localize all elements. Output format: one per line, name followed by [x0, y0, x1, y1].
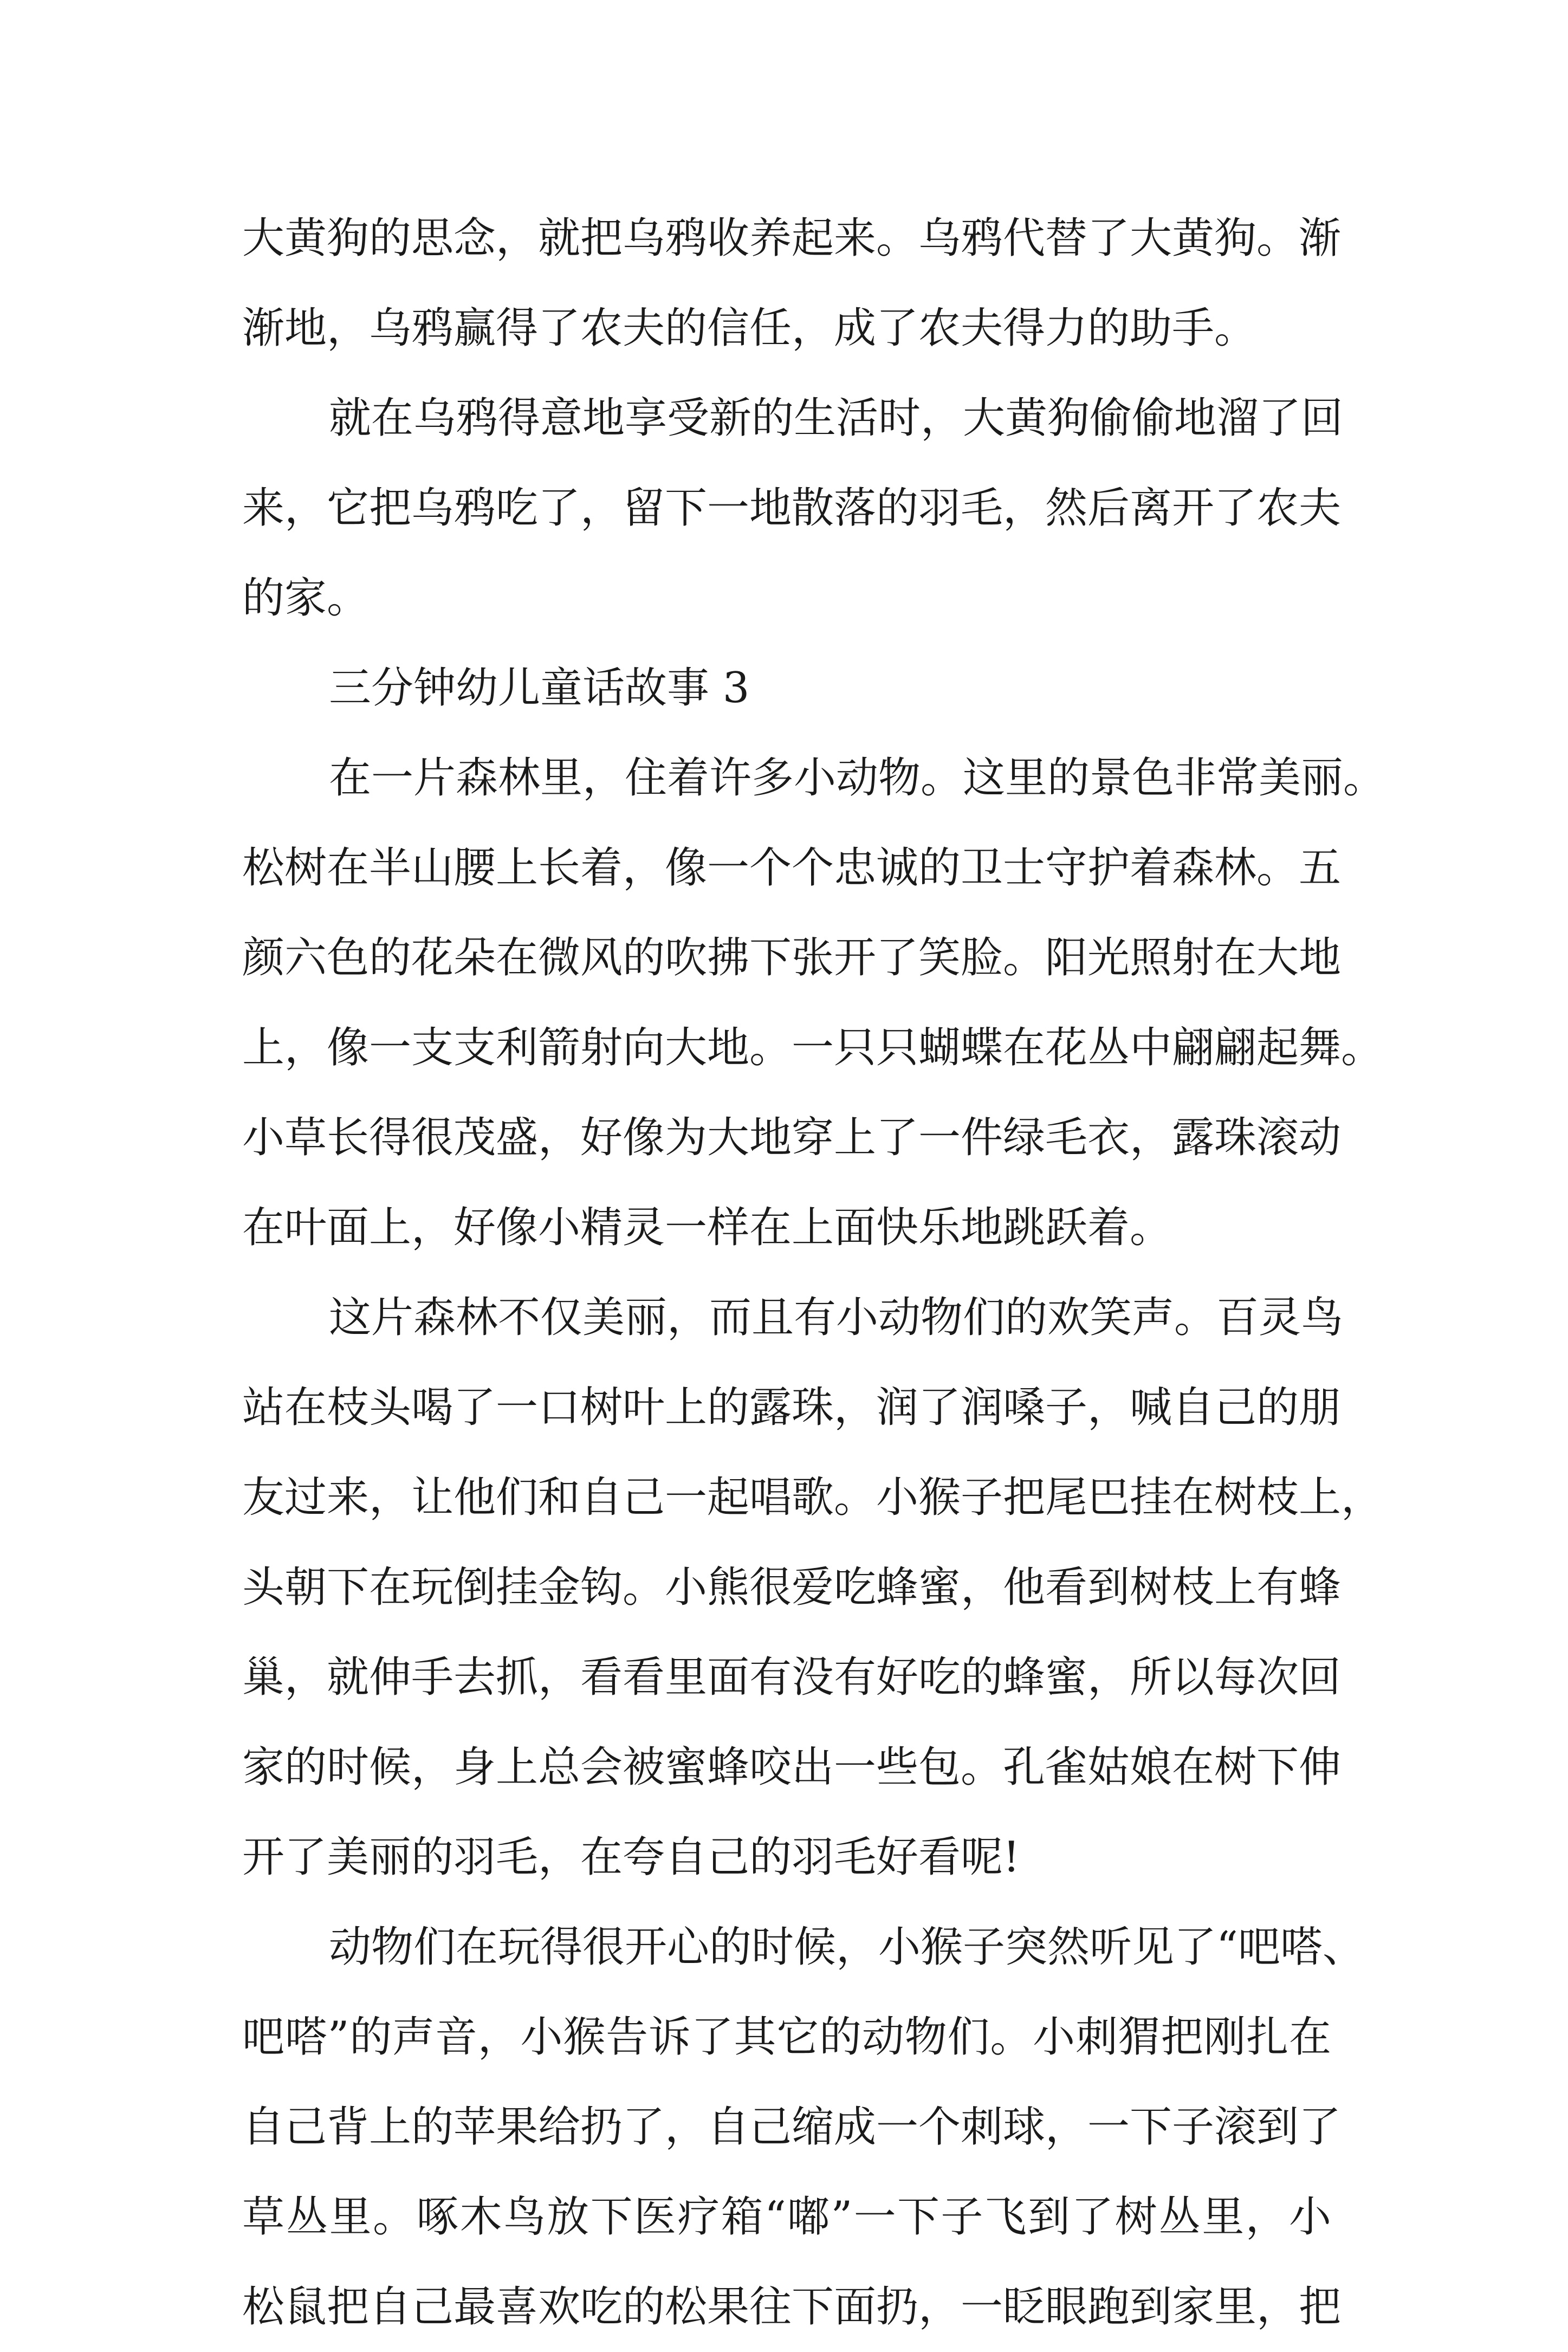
- text-line: 小草长得很茂盛，好像为大地穿上了一件绿毛衣，露珠滚动: [242, 1113, 1342, 1162]
- text-line: 头朝下在玩倒挂金钩。小熊很爱吃蜂蜜，他看到树枝上有蜂: [242, 1563, 1342, 1612]
- text-line: 松鼠把自己最喜欢吃的松果往下面扔，一眨眼跑到家里，把: [242, 2283, 1342, 2331]
- text-line: 颜六色的花朵在微风的吹拂下张开了笑脸。阳光照射在大地: [242, 934, 1342, 982]
- text-line: 站在枝头喝了一口树叶上的露珠，润了润嗓子，喊自己的朋: [242, 1383, 1342, 1432]
- text-line: 的家。: [242, 574, 370, 623]
- text-line: 松树在半山腰上长着，像一个个忠诚的卫士守护着森林。五: [242, 844, 1342, 892]
- text-line: 友过来，让他们和自己一起唱歌。小猴子把尾巴挂在树枝上，: [242, 1473, 1384, 1522]
- text-line: 这片森林不仅美丽，而且有小动物们的欢笑声。百灵鸟: [329, 1293, 1344, 1342]
- text-line: 家的时候，身上总会被蜜蜂咬出一些包。孔雀姑娘在树下伸: [242, 1743, 1342, 1792]
- text-line: 在一片森林里，住着许多小动物。这里的景色非常美丽。: [329, 754, 1386, 802]
- text-line: 吧嗒”的声音，小猴告诉了其它的动物们。小刺猬把刚扎在: [242, 2013, 1331, 2062]
- text-line: 渐地，乌鸦赢得了农夫的信任，成了农夫得力的助手。: [242, 304, 1257, 353]
- document-body: [242, 193, 1386, 2352]
- text-line: 在叶面上，好像小精灵一样在上面快乐地跳跃着。: [242, 1203, 1172, 1252]
- text-line: 开了美丽的羽毛，在夸自己的羽毛好看呢!: [242, 1833, 1020, 1882]
- text-line: 草丛里。啄木鸟放下医疗箱“嘟”一下子飞到了树丛里，小: [242, 2193, 1331, 2241]
- text-line: 就在乌鸦得意地享受新的生活时，大黄狗偷偷地溜了回: [329, 394, 1344, 443]
- text-line: 巢，就伸手去抓，看看里面有没有好吃的蜂蜜，所以每次回: [242, 1653, 1342, 1702]
- text-line: 三分钟幼儿童话故事 3: [329, 664, 750, 712]
- text-line: 动物们在玩得很开心的时候，小猴子突然听见了“吧嗒、: [329, 1923, 1365, 1972]
- text-line: 来，它把乌鸦吃了，留下一地散落的羽毛，然后离开了农夫: [242, 484, 1342, 533]
- text-line: 自己背上的苹果给扔了，自己缩成一个刺球，一下子滚到了: [242, 2103, 1342, 2152]
- text-line: 上，像一支支利箭射向大地。一只只蝴蝶在花丛中翩翩起舞。: [242, 1023, 1384, 1072]
- text-line: 大黄狗的思念，就把乌鸦收养起来。乌鸦代替了大黄狗。渐: [242, 214, 1342, 263]
